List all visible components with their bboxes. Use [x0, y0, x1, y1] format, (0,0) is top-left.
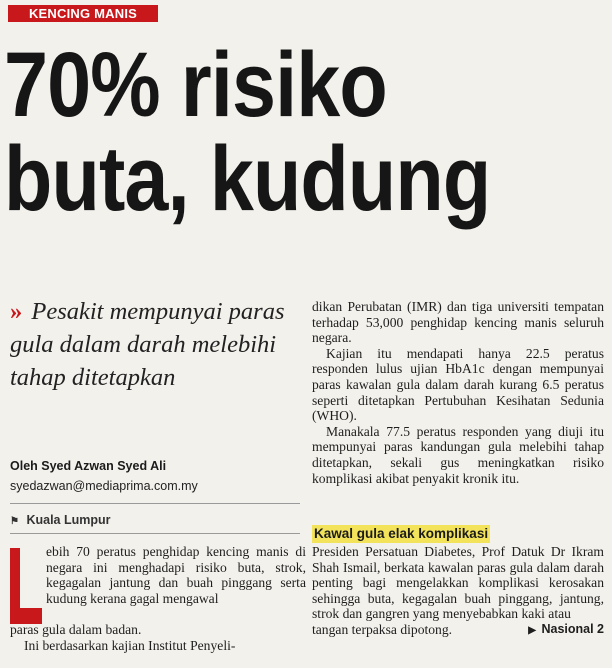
body-paragraph: Presiden Persatuan Diabetes, Prof Datuk Dr Ikram Shah Ismail, berkata kawalan paras gula dalam darah penting bagi mengelakkan komplikasi kerosakan sehingga buta, kegagalan buah pinggang, jantung, strok dan gangren yang menyebabkan kaki atau — [312, 544, 604, 622]
body-paragraph-tail: paras gula dalam badan. — [10, 622, 142, 637]
body-last-line — [312, 622, 604, 639]
dateline — [10, 513, 300, 527]
play-circle-icon: ▶ — [528, 624, 536, 636]
standfirst-text: Pesakit mempunyai paras gula dalam darah melebihi tahap ditetapkan — [10, 298, 285, 391]
flag-icon: ⚑ — [10, 516, 19, 527]
byline: Oleh Syed Azwan Syed Ali — [10, 459, 167, 473]
chevron-icon: » — [10, 298, 23, 325]
headline-line-2: buta, kudung — [4, 128, 491, 230]
headline-line-1: 70% risiko — [4, 34, 387, 136]
divider — [10, 503, 300, 504]
body-paragraph: ebih 70 peratus penghidap kencing manis di negara ini menghadapi risiko buta, strok, kegagalan jantung dan buah pinggang serta kudung kerana gagal mengawal — [46, 544, 306, 606]
section-tag: KENCING MANIS — [8, 5, 158, 22]
standfirst — [10, 295, 300, 394]
continued-label: Nasional 2 — [541, 621, 604, 636]
body-column-right — [312, 299, 604, 486]
body-paragraph-end: tangan terpaksa dipotong. — [312, 621, 453, 637]
body-column-left — [46, 544, 306, 606]
body-paragraph: Kajian itu mendapati hanya 22.5 peratus responden lulus ujian HbA1c dengan mempunyai paras kawalan gula dalam darah kurang 6.5 peratus seperti ditetapkan Pertubuhan Kesihatan Sedunia (WHO). — [312, 345, 604, 424]
author-email[interactable]: syedazwan@mediaprima.com.my — [10, 479, 198, 493]
continued-link[interactable] — [528, 622, 604, 639]
dateline-place: Kuala Lumpur — [26, 513, 111, 527]
divider — [10, 533, 300, 534]
body-paragraph: Ini berdasarkan kajian Institut Penyeli- — [24, 637, 236, 653]
body-paragraph: dikan Perubatan (IMR) dan tiga universiti tempatan terhadap 53,000 penghidap kencing manis seluruh negara. — [312, 299, 604, 346]
body-column-left-continued — [10, 622, 306, 653]
subheading: Kawal gula elak komplikasi — [314, 526, 489, 541]
headline — [4, 34, 520, 230]
body-column-right-lower — [312, 544, 604, 639]
body-paragraph: Manakala 77.5 peratus responden yang diuji itu mempunyai paras kandungan gula melebihi tahap ditetapkan, sekali gus meningkatkan risiko komplikasi akibat penyakit kronik itu. — [312, 423, 604, 486]
drop-cap-letter — [10, 548, 42, 624]
